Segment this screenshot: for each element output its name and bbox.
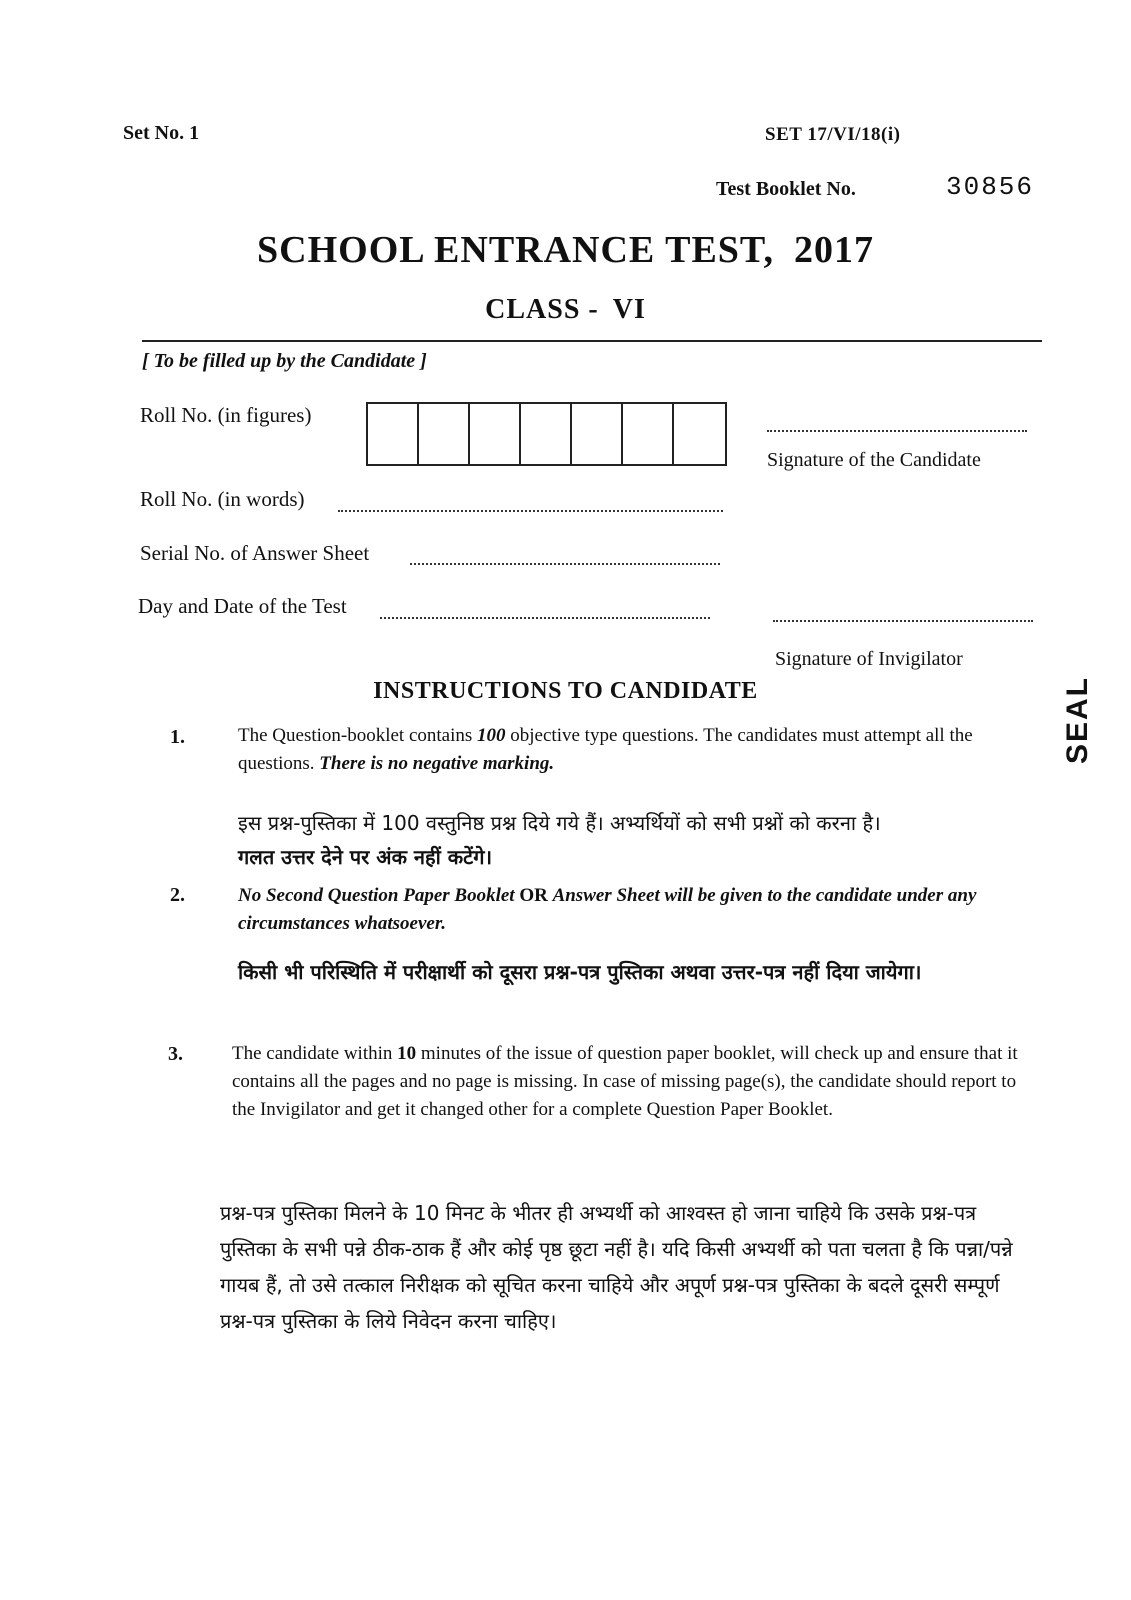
class-title-label: CLASS -	[485, 294, 599, 325]
day-date-field[interactable]	[380, 617, 710, 619]
fill-note: [ To be filled up by the Candidate ]	[142, 350, 427, 372]
roll-digit-box[interactable]	[368, 404, 419, 464]
instruction-2-hindi: किसी भी परिस्थिति में परीक्षार्थी को दूसरा प्रश्न-पत्र पुस्तिका अथवा उत्तर-पत्र नहीं दिया जायेगा।	[238, 960, 922, 984]
roll-number-boxes[interactable]	[366, 402, 727, 466]
set-code: SET 17/VI/18(i)	[765, 124, 901, 145]
instruction-1-english: The Question-booklet contains 100 objective type questions. The candidates must attempt all the questions. There is no negative marking.	[238, 725, 973, 774]
serial-number-field[interactable]	[410, 563, 720, 565]
set-number: Set No. 1	[123, 122, 200, 144]
class-title	[0, 294, 1131, 326]
instruction-2-english: No Second Question Paper Booklet OR Answer Sheet will be given to the candidate under any circumstances whatsoever.	[238, 885, 977, 934]
instruction-number: 3.	[168, 1043, 183, 1065]
invigilator-signature-label: Signature of Invigilator	[775, 648, 963, 670]
test-booklet-number: 30856	[946, 172, 1035, 202]
instruction-number: 2.	[170, 884, 185, 906]
instruction-3-hindi: प्रश्न-पत्र पुस्तिका मिलने के 10 मिनट के भीतर ही अभ्यर्थी को आश्वस्त हो जाना चाहिये कि उसके प्रश्न-पत्र पुस्तिका के सभी पन्ने ठीक-ठाक हैं और कोई पृष्ठ छूटा नहीं है। यदि किसी अभ्यर्थी को पता चलता है कि पन्ना/पन्ने गायब हैं, तो उसे तत्काल निरीक्षक को सूचित करना चाहिये और अपूर्ण प्रश्न-पत्र पुस्तिका के बदले दूसरी सम्पूर्ण प्रश्न-पत्र पुस्तिका के लिये निवेदन करना चाहिए।	[220, 1201, 1013, 1333]
test-booklet-label: Test Booklet No.	[716, 178, 856, 200]
divider	[142, 340, 1042, 342]
roll-digit-box[interactable]	[470, 404, 521, 464]
roll-digit-box[interactable]	[521, 404, 572, 464]
instruction-number: 1.	[170, 726, 185, 748]
roll-digit-box[interactable]	[623, 404, 674, 464]
invigilator-signature-line[interactable]	[773, 620, 1033, 622]
roll-figures-label: Roll No. (in figures)	[140, 403, 312, 427]
instructions-heading: INSTRUCTIONS TO CANDIDATE	[373, 678, 758, 704]
serial-number-label: Serial No. of Answer Sheet	[140, 541, 370, 565]
instruction-3-english: The candidate within 10 minutes of the issue of question paper booklet, will check up and ensure that it contains all the pages and no page is missing. In case of missing page(s), the candidate should report to the Invigilator and get it changed other for a complete Question Paper Booklet.	[232, 1043, 1018, 1120]
roll-digit-box[interactable]	[572, 404, 623, 464]
roll-digit-box[interactable]	[674, 404, 725, 464]
day-date-label: Day and Date of the Test	[138, 594, 347, 618]
roll-words-label: Roll No. (in words)	[140, 487, 305, 511]
roll-words-field[interactable]	[338, 510, 723, 512]
roll-digit-box[interactable]	[419, 404, 470, 464]
candidate-signature-label: Signature of the Candidate	[767, 449, 981, 471]
candidate-signature-line[interactable]	[767, 430, 1027, 432]
instruction-1-hindi: इस प्रश्न-पुस्तिका में 100 वस्तुनिष्ठ प्रश्न दिये गये हैं। अभ्यर्थियों को सभी प्रश्नों को करना है। गलत उत्तर देने पर अंक नहीं कटेंगे।	[238, 811, 881, 869]
page-title	[0, 228, 1131, 272]
class-title-value: VI	[612, 294, 646, 325]
page-title-year: 2017	[793, 229, 874, 271]
page-title-text: SCHOOL ENTRANCE TEST,	[257, 229, 774, 271]
seal-text: SEAL	[1061, 675, 1094, 765]
seal-area	[1058, 650, 1098, 790]
